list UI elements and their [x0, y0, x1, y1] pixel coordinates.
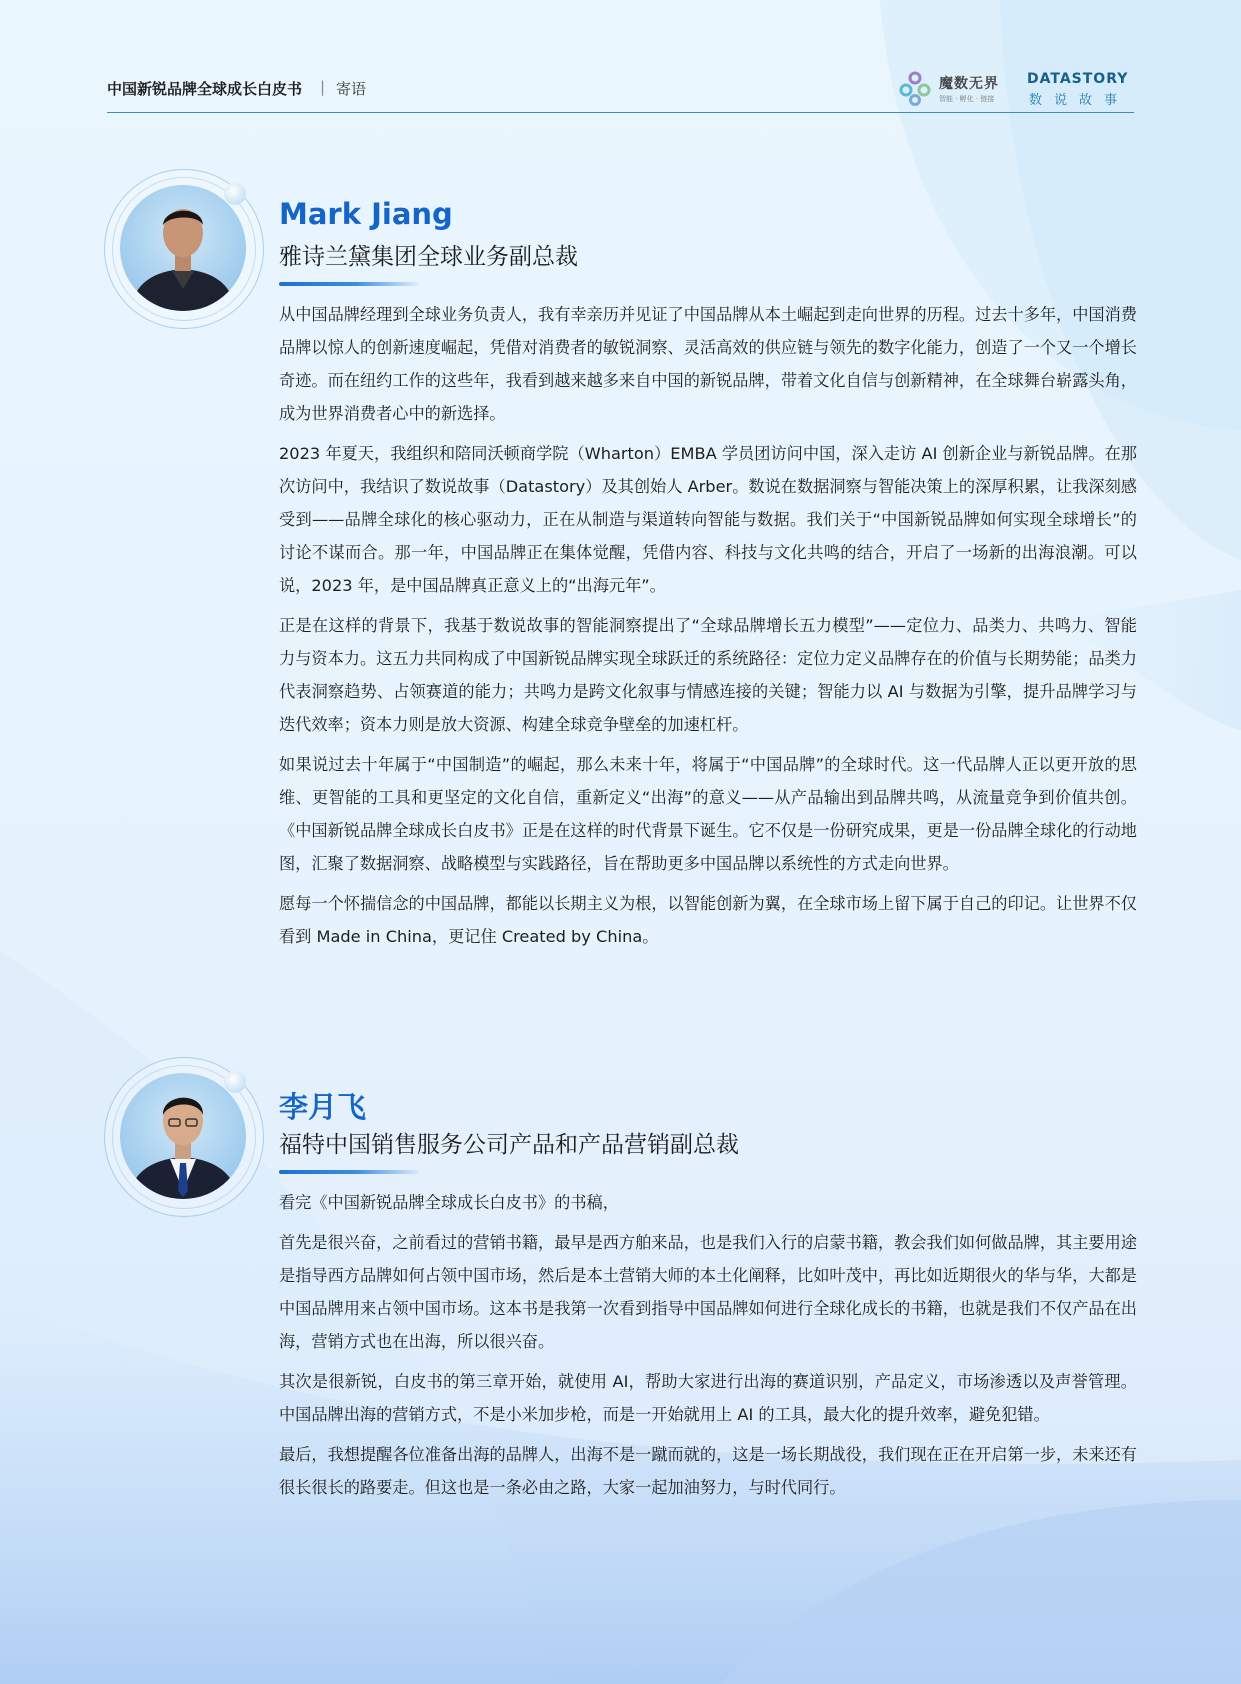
datastory-chinese-name: 数说故事	[1029, 93, 1130, 108]
title-separator: |	[320, 78, 326, 96]
mofang-brand-name: 魔数无界	[939, 76, 999, 92]
portrait-illustration	[120, 185, 246, 311]
message-paragraph: 其次是很新锐，白皮书的第三章开始，就使用 AI，帮助大家进行出海的赛道识别，产品定义，市场渗透以及声誉管理。中国品牌出海的营销方式，不是小米加步枪，而是一开始就用上 AI 的工具，最大化的提升效率，避免犯错。	[279, 1372, 1137, 1424]
mofang-tagline: 智能 · 孵化 · 链接	[939, 95, 995, 103]
mofang-logo	[897, 70, 1017, 106]
portrait-avatar	[120, 185, 246, 311]
message-paragraph: 2023 年夏天，我组织和陪同沃顿商学院（Wharton）EMBA 学员团访问中国，深入走访 AI 创新企业与新锐品牌。在那次访问中，我结识了数说故事（Datastory）及其创始人 Arber。数说在数据洞察与智能决策上的深厚积累，让我深刻感受到——品牌全球化的核心驱动力，正在从制造与渠道转向智能与数据。我们关于“中国新锐品牌如何实现全球增长”的讨论不谋而合。那一年，中国品牌正在集体觉醒，凭借内容、科技与文化共鸣的结合，开启了一场新的出海浪潮。可以说，2023 年，是中国品牌真正意义上的“出海元年”。	[279, 444, 1137, 595]
decorative-bubble	[224, 183, 246, 205]
message-paragraph: 如果说过去十年属于“中国制造”的崛起，那么未来十年，将属于“中国品牌”的全球时代。这一代品牌人正以更开放的思维、更智能的工具和更坚定的文化自信，重新定义“出海”的意义——从产品输出到品牌共鸣，从流量竞争到价值共创。《中国新锐品牌全球成长白皮书》正是在这样的时代背景下诞生。它不仅是一份研究成果，更是一份品牌全球化的行动地图，汇聚了数据洞察、战略模型与实践路径，旨在帮助更多中国品牌以系统性的方式走向世界。	[279, 755, 1137, 873]
portrait-illustration	[120, 1073, 246, 1199]
accent-underline	[279, 282, 419, 286]
message-body	[279, 298, 1137, 960]
accent-underline	[279, 1170, 419, 1174]
portrait-avatar	[120, 1073, 246, 1199]
message-paragraph: 最后，我想提醒各位准备出海的品牌人，出海不是一蹴而就的，这是一场长期战役，我们现在正在开启第一步，未来还有很长很长的路要走。但这也是一条必由之路，大家一起加油努力，与时代同行。	[279, 1445, 1137, 1497]
message-paragraph: 正是在这样的背景下，我基于数说故事的智能洞察提出了“全球品牌增长五力模型”——定位力、品类力、共鸣力、智能力与资本力。这五力共同构成了中国新锐品牌实现全球跃迁的系统路径：定位力定义品牌存在的价值与长期势能；品类力代表洞察趋势、占领赛道的能力；共鸣力是跨文化叙事与情感连接的关键；智能力以 AI 与数据为引擎，提升品牌学习与迭代效率；资本力则是放大资源、构建全球竞争壁垒的加速杠杆。	[279, 616, 1137, 734]
message-paragraph: 首先是很兴奋，之前看过的营销书籍，最早是西方舶来品，也是我们入行的启蒙书籍，教会我们如何做品牌，其主要用途是指导西方品牌如何占领中国市场，然后是本土营销大师的本土化阐释，比如叶茂中，再比如近期很火的华与华，大都是中国品牌用来占领中国市场。这本书是我第一次看到指导中国品牌如何进行全球化成长的书籍，也就是我们不仅产品在出海，营销方式也在出海，所以很兴奋。	[279, 1233, 1137, 1351]
avatar-frame	[104, 1057, 264, 1217]
message-paragraph: 从中国品牌经理到全球业务负责人，我有幸亲历并见证了中国品牌从本土崛起到走向世界的历程。过去十多年，中国消费品牌以惊人的创新速度崛起，凭借对消费者的敏锐洞察、灵活高效的供应链与领先的数字化能力，创造了一个又一个增长奇迹。而在纽约工作的这些年，我看到越来越多来自中国的新锐品牌，带着文化自信与创新精神，在全球舞台崭露头角，成为世界消费者心中的新选择。	[279, 305, 1137, 423]
message-paragraph: 愿每一个怀揣信念的中国品牌，都能以长期主义为根，以智能创新为翼，在全球市场上留下属于自己的印记。让世界不仅看到 Made in China，更记住 Created by China。	[279, 894, 1137, 946]
message-body	[279, 1186, 1137, 1511]
person-title: 福特中国销售服务公司产品和产品营销副总裁	[279, 1132, 739, 1158]
section-label: 寄语	[336, 80, 367, 98]
datastory-logo	[1027, 71, 1137, 108]
molecule-logo-icon	[897, 70, 933, 106]
person-title: 雅诗兰黛集团全球业务副总裁	[279, 244, 578, 270]
avatar-frame	[104, 169, 264, 329]
person-name: 李月飞	[279, 1090, 367, 1124]
message-paragraph: 看完《中国新锐品牌全球成长白皮书》的书稿，	[279, 1193, 619, 1212]
document-title: 中国新锐品牌全球成长白皮书	[107, 80, 303, 98]
person-name: Mark Jiang	[279, 197, 453, 231]
datastory-wordmark: DATASTORY	[1027, 71, 1129, 87]
page-header	[107, 66, 1134, 114]
header-divider	[107, 112, 1134, 113]
decorative-bubble	[224, 1071, 246, 1093]
